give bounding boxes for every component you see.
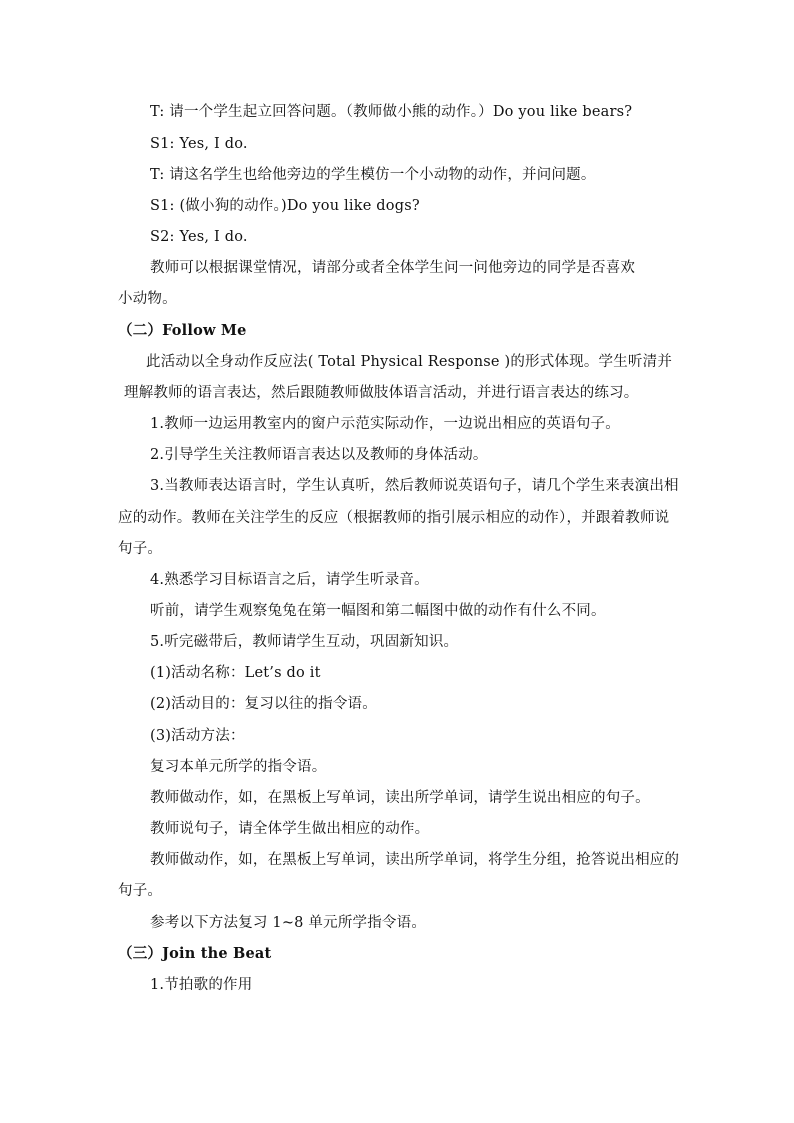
numbered-step-4: 4.熟悉学习目标语言之后，请学生听录音。 — [150, 572, 429, 588]
numbered-step-1: 1.教师一边运用教室内的窗户示范实际动作，一边说出相应的英语句子。 — [150, 416, 620, 432]
activity-goal: (2)活动目的：复习以往的指令语。 — [150, 696, 377, 712]
paragraph-line: 听前，请学生观察兔兔在第一幅图和第二幅图中做的动作有什么不同。 — [150, 603, 606, 619]
paragraph-line: 应的动作。教师在关注学生的反应（根据教师的指引展示相应的动作），并跟着教师说 — [118, 510, 670, 526]
paragraph-line: 句子。 — [118, 541, 163, 557]
section-heading-follow-me: （二）Follow Me — [118, 322, 247, 339]
activity-method: (3)活动方法： — [150, 728, 245, 744]
paragraph-line: 教师说句子，请全体学生做出相应的动作。 — [150, 821, 430, 837]
dialogue-line-student-2: S1: (做小狗的动作。)Do you like dogs? — [150, 198, 420, 214]
numbered-step-3: 3.当教师表达语言时，学生认真听，然后教师说英语句子，请几个学生来表演出相 — [150, 478, 679, 494]
paragraph-line: 教师做动作，如，在黑板上写单词，读出所学单词，请学生说出相应的句子。 — [150, 790, 650, 806]
numbered-step-5: 5.听完磁带后，教师请学生互动，巩固新知识。 — [150, 634, 459, 650]
dialogue-line-student-1: S1: Yes, I do. — [150, 136, 248, 152]
numbered-step-1: 1.节拍歌的作用 — [150, 977, 253, 993]
paragraph-line: 教师可以根据课堂情况，请部分或者全体学生问一问他旁边的同学是否喜欢 — [150, 260, 636, 276]
paragraph-line: 教师做动作，如，在黑板上写单词，读出所学单词，将学生分组，抢答说出相应的 — [150, 852, 680, 868]
dialogue-line-teacher-2: T: 请这名学生也给他旁边的学生模仿一个小动物的动作，并问问题。 — [150, 167, 596, 183]
dialogue-line-teacher-1: T: 请一个学生起立回答问题。（教师做小熊的动作。）Do you like bears? — [150, 104, 633, 120]
paragraph-line: 复习本单元所学的指令语。 — [150, 759, 327, 775]
activity-name: (1)活动名称：Let’s do it — [150, 665, 321, 681]
paragraph-line: 此活动以全身动作反应法( Total Physical Response )的形式体现。学生听清并 — [146, 354, 673, 370]
paragraph-line: 句子。 — [118, 883, 163, 899]
numbered-step-2: 2.引导学生关注教师语言表达以及教师的身体活动。 — [150, 447, 488, 463]
paragraph-line: 小动物。 — [118, 291, 177, 307]
section-heading-join-the-beat: （三）Join the Beat — [118, 945, 272, 962]
paragraph-line: 理解教师的语言表达，然后跟随教师做肢体语言活动，并进行语言表达的练习。 — [124, 385, 639, 401]
dialogue-line-student-3: S2: Yes, I do. — [150, 229, 248, 245]
paragraph-line: 参考以下方法复习 1~8 单元所学指令语。 — [150, 915, 427, 931]
